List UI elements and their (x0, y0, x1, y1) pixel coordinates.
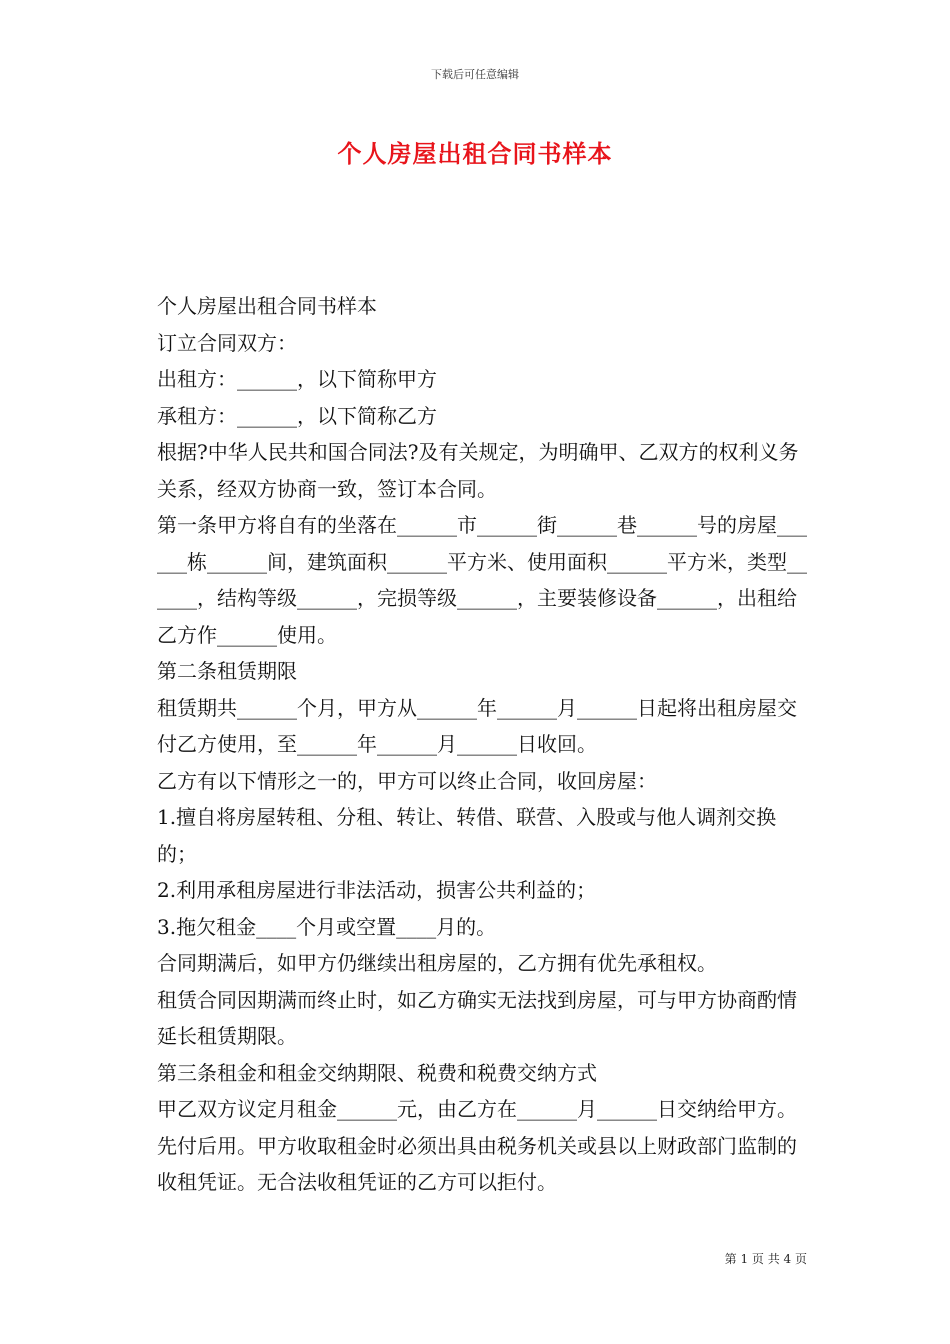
body-paragraph: 承租方：______，以下简称乙方 (157, 403, 437, 428)
body-paragraph: 根据?中华人民共和国合同法?及有关规定，为明确甲、乙双方的权利义务关系，经双方协商一致，签订本合同。 (157, 440, 799, 501)
document-title: 个人房屋出租合同书样本 (337, 139, 613, 168)
list-item: 2.利用承租房屋进行非法活动，损害公共利益的； (157, 878, 597, 902)
body-paragraph: 乙方有以下情形之一的，甲方可以终止合同，收回房屋： (157, 768, 657, 793)
body-paragraph: 合同期满后，如甲方仍继续出租房屋的，乙方拥有优先承租权。 (157, 951, 717, 975)
body-paragraph: 甲乙双方议定月租金______元，由乙方在______月______日交纳给甲方。先付后用。甲方收取租金时必须出具由税务机关或县以上财政部门监制的收租凭证。无合法收租凭证的乙方可以拒付。 (157, 1097, 797, 1194)
article-1-paragraph: 第一条甲方将自有的坐落在______市______街______巷______号的房屋______栋______间，建筑面积______平方米、使用面积______平方米，类型______，结构等级______，完损等级______，主要装修设备______，出租给乙方作______使用。 (157, 513, 807, 647)
list-item: 1.擅自将房屋转租、分租、转让、转借、联营、入股或与他人调剂交换的； (157, 805, 777, 866)
body-paragraph: 订立合同双方： (157, 330, 297, 355)
document-body (145, 288, 807, 1201)
body-paragraph: 租赁合同因期满而终止时，如乙方确实无法找到房屋，可与甲方协商酌情延长租赁期限。 (157, 987, 797, 1048)
body-paragraph: 个人房屋出租合同书样本 (157, 294, 377, 318)
article-2-heading: 第二条租赁期限 (157, 659, 297, 683)
page-number-footer: 第 1 页 共 4 页 (724, 1252, 807, 1266)
body-paragraph: 出租方：______，以下简称甲方 (157, 367, 437, 391)
list-item: 3.拖欠租金____个月或空置____月的。 (157, 914, 497, 939)
body-paragraph: 租赁期共______个月，甲方从______年______月______日起将出租房屋交付乙方使用，至______年______月______日收回。 (157, 695, 797, 756)
article-3-heading: 第三条租金和租金交纳期限、税费和税费交纳方式 (157, 1060, 597, 1085)
page-header-note: 下载后可任意编辑 (431, 68, 519, 81)
